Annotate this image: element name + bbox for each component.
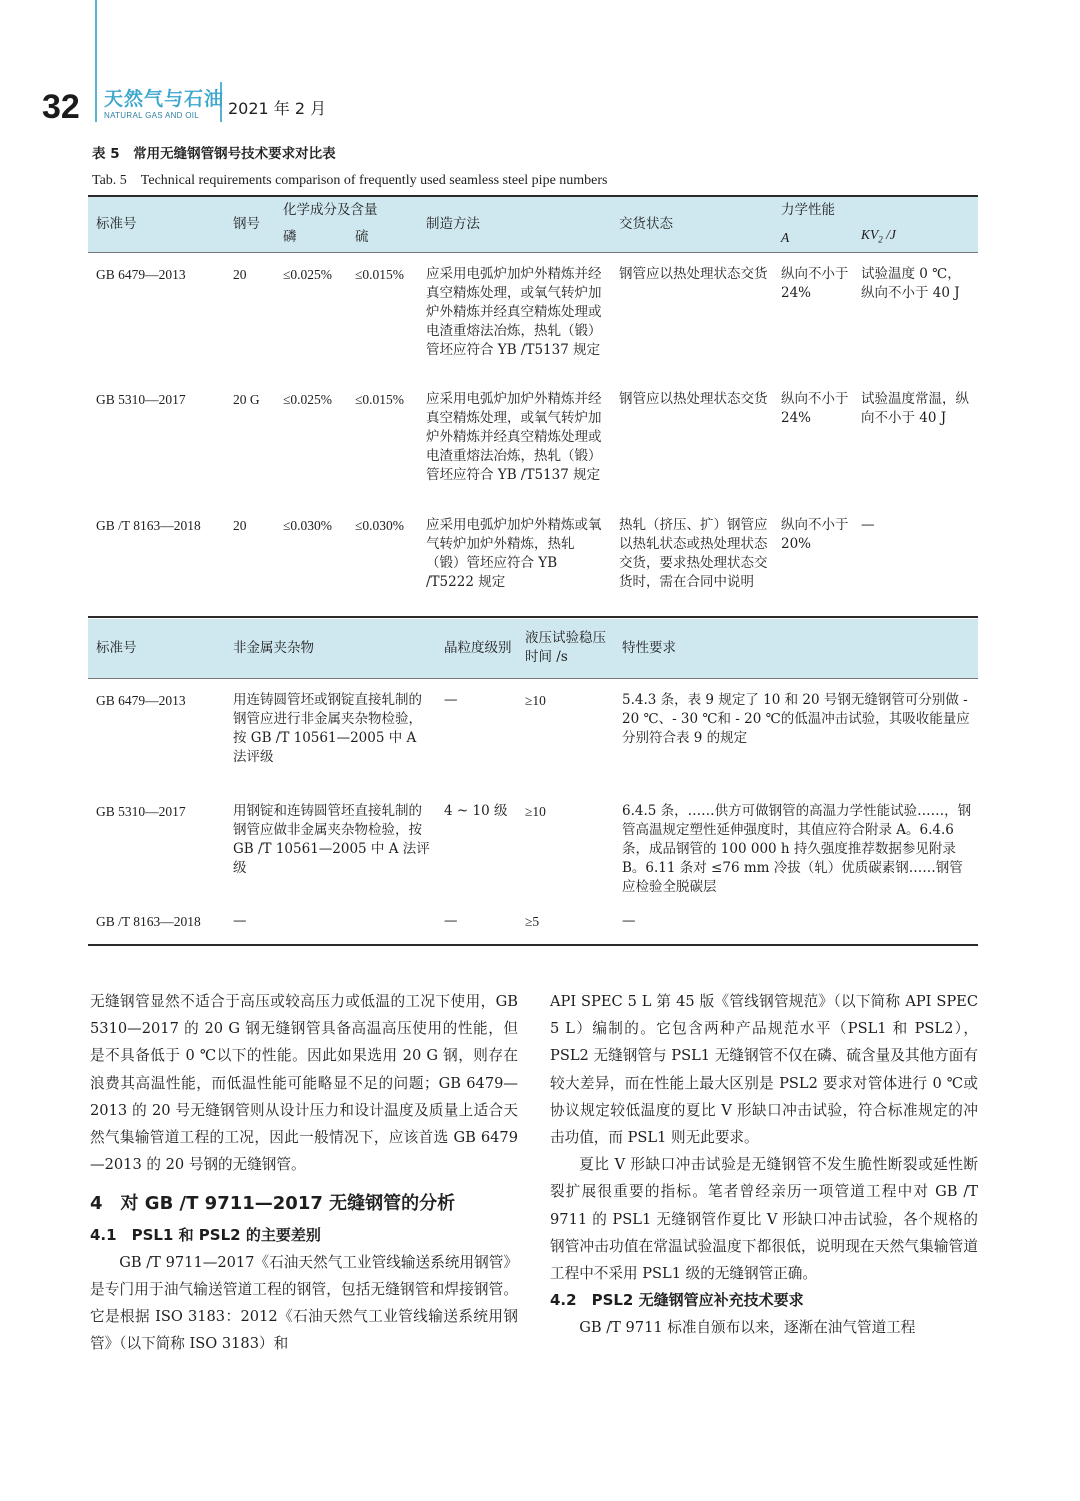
subsection-heading: 4.1 PSL1 和 PSL2 的主要差别 bbox=[90, 1225, 321, 1244]
table-row: GB /T 8163—2018 — — ≥5 — bbox=[88, 900, 978, 945]
body-left-column bbox=[90, 988, 518, 1357]
table-caption-en: Tab. 5 Technical requirements comparison of frequently used seamless steel pipe numbers bbox=[92, 173, 608, 188]
header-special: 特性要求 bbox=[614, 619, 978, 678]
header-hydro: 液压试验稳压时间 /s bbox=[517, 619, 614, 678]
subsection-heading: 4.2 PSL2 无缝钢管应补充技术要求 bbox=[550, 1291, 804, 1310]
header-grain: 晶粒度级别 bbox=[436, 619, 517, 678]
header-standard: 标准号 bbox=[88, 196, 225, 252]
table-row: GB 5310—2017 用钢锭和连铸圆管坯直接轧制的钢管应做非金属夹杂物检验，按 GB /T 10561—2005 中 A 法评级 4 ~ 10 级 ≥10 6.4.5 条，……供方可做钢管的高温力学性能试验……，钢管高温规定塑性延伸强度时，其值应符合附录 A。6.4.6 条，成品钢管的 100 000 h 持久强度推荐数据参见附录 B。6.11 条对 ≤76 mm 冷拔（轧）优质碳素钢……钢管应检验全脱碳层 bbox=[96, 803, 972, 895]
header-grade: 钢号 bbox=[225, 196, 275, 252]
journal-title-cn: 天然气与石油 bbox=[104, 88, 225, 110]
table-row: GB /T 8163—2018 20 ≤0.030% ≤0.030% 应采用电弧炉加炉外精炼或氧气转炉加炉外精炼，热轧（锻）管坯应符合 YB /T5222 规定 热轧（挤压、扩）钢管应以热轧状态或热处理状态交货，要求热处理状态交货时，需在合同中说明 纵向不小于 20% — bbox=[88, 504, 978, 617]
header-chem: 化学成分及含量 bbox=[275, 196, 418, 224]
page-number: 32 bbox=[42, 88, 80, 126]
header-standard-2: 标准号 bbox=[88, 619, 225, 678]
table-row: GB 6479—2013 用连铸圆管坯或钢锭直接轧制的钢管应进行非金属夹杂物检验，按 GB /T 10561—2005 中 A 法评级 — ≥10 5.4.3 条，表 9 规定了 10 和 20 号钢无缝钢管可分别做 - 20 ℃、- 30 ℃和 - 20 ℃的低温冲击试验，其吸收能量应分别符合表 9 的规定 bbox=[96, 691, 970, 765]
header-sulfur: 硫 bbox=[347, 224, 418, 252]
section-heading: 4 对 GB /T 9711—2017 无缝钢管的分析 bbox=[90, 1193, 456, 1215]
paragraph: 无缝钢管显然不适合于高压或较高压力或低温的工况下使用，GB 5310—2017 的 20 G 钢无缝钢管具备高温高压使用的性能，但是不具备低于 0 ℃以下的性能。因此如果选用 20 G 钢，则存在浪费其高温性能，而低温性能可能略显不足的问题；GB 6479—2013 的 20 号无缝钢管则从设计压力和设计温度及质量上适合天然气集输管道工程的工况，因此一般情况下，应该首选 GB 6479—2013 的 20 号钢的无缝钢管。 bbox=[90, 993, 518, 1174]
header-phosphorus: 磷 bbox=[275, 224, 347, 252]
header-method: 制造方法 bbox=[418, 196, 611, 252]
header-mech: 力学性能 bbox=[773, 196, 978, 224]
table-row: GB 5310—2017 20 G ≤0.025% ≤0.015% 应采用电弧炉加炉外精炼并经真空精炼处理，或氧气转炉加炉外精炼并经真空精炼处理或电渣重熔法冶炼，热轧（锻）管坯应符合 YB /T5137 规定 钢管应以热处理状态交货 纵向不小于 24% 试验温度常温，纵向不小于 40 J bbox=[96, 391, 969, 483]
paragraph: 夏比 V 形缺口冲击试验是无缝钢管不发生脆性断裂或延性断裂扩展很重要的指标。笔者曾经亲历一项管道工程中对 GB /T 9711 的 PSL1 无缝钢管作夏比 V 形缺口冲击试验，各个规格的钢管冲击功值在常温试验温度下都很低，说明现在天然气集输管道工程中不采用 PSL1 级的无缝钢管正确。 bbox=[550, 1156, 978, 1283]
table-row: GB 6479—2013 20 ≤0.025% ≤0.015% 应采用电弧炉加炉外精炼并经真空精炼处理，或氧气转炉加炉外精炼并经真空精炼处理或电渣重熔法冶炼，热轧（锻）管坯应符合 YB /T5137 规定 钢管应以热处理状态交货 纵向不小于 24% 试验温度 0 ℃，纵向不小于 40 J bbox=[96, 265, 961, 358]
paragraph: GB /T 9711 标准自颁布以来，逐渐在油气管道工程 bbox=[579, 1319, 916, 1337]
header-inclusion: 非金属夹杂物 bbox=[225, 619, 436, 678]
header-elongation: A bbox=[773, 224, 853, 252]
comparison-table-part1 bbox=[88, 195, 978, 618]
body-right-column bbox=[550, 988, 978, 1341]
issue-date: 2021 年 2 月 bbox=[228, 99, 327, 118]
header-delivery: 交货状态 bbox=[611, 196, 773, 252]
header-impact: $KV_2$ /J bbox=[853, 224, 978, 252]
paragraph: GB /T 9711—2017《石油天然气工业管线输送系统用钢管》是专门用于油气输送管道工程的钢管，包括无缝钢管和焊接钢管。它是根据 ISO 3183：2012《石油天然气工业管线输送系统用钢管》（以下简称 ISO 3183）和 bbox=[90, 1253, 518, 1353]
comparison-table-part2 bbox=[88, 619, 978, 946]
paragraph: API SPEC 5 L 第 45 版《管线钢管规范》（以下简称 API SPEC 5 L）编制的。它包含两种产品规范水平（PSL1 和 PSL2），PSL2 无缝钢管与 PSL1 无缝钢管不仅在磷、硫含量及其他方面有较大差异，而在性能上最大区别是 PSL2 要求对管体进行 0 ℃或协议规定较低温度的夏比 V 形缺口冲击试验，符合标准规定的冲击功值，而 PSL1 则无此要求。 bbox=[550, 993, 978, 1147]
header-rule bbox=[95, 0, 97, 122]
table-caption-cn: 表 5 常用无缝钢管钢号技术要求对比表 bbox=[92, 146, 336, 162]
journal-title-en: NATURAL GAS AND OIL bbox=[104, 111, 200, 120]
